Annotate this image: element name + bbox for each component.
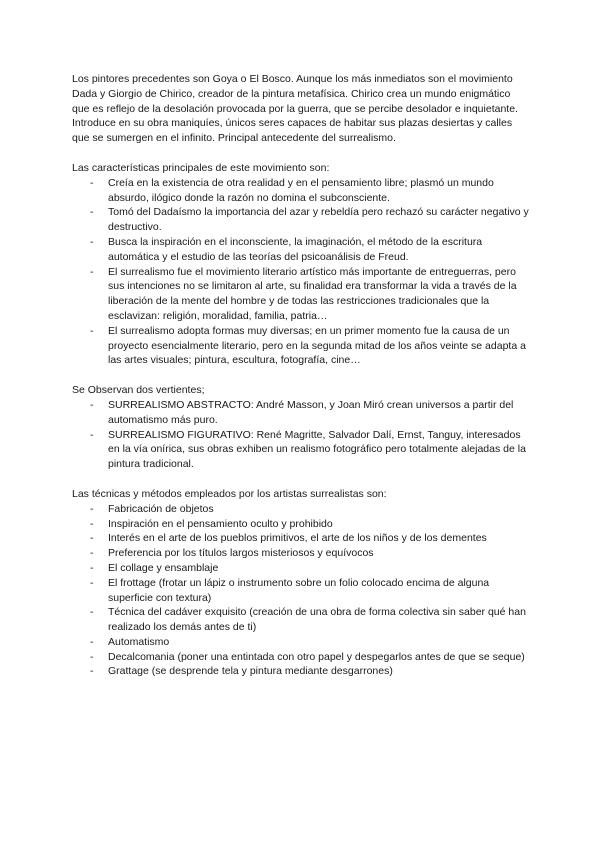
list-item: - El collage y ensamblaje [108, 561, 530, 576]
list-item: - Automatismo [108, 635, 530, 650]
list-item: - Creía en la existencia de otra realidad y en el pensamiento libre; plasmó un mundo absurdo, ilógico donde la razón no domina el subconsciente. [108, 176, 530, 206]
list-item: - El frottage (frotar un lápiz o instrumento sobre un folio colocado encima de alguna superficie con textura) [108, 576, 530, 606]
list-item: - Inspiración en el pensamiento oculto y prohibido [108, 517, 530, 532]
caracteristicas-heading: Las características principales de este movimiento son: [72, 161, 330, 174]
list-item: - Grattage (se desprende tela y pintura mediante desgarrones) [108, 664, 530, 679]
vertientes-heading: Se Observan dos vertientes; [72, 384, 205, 397]
list-item: - Tomó del Dadaísmo la importancia del azar y rebeldía pero rechazó su carácter negativo y destructivo. [108, 205, 530, 235]
list-item: - SURREALISMO ABSTRACTO: André Masson, y Joan Miró crean universos a partir del automatismo más puro. [108, 398, 530, 428]
caracteristicas-list [72, 176, 530, 368]
list-item: - Interés en el arte de los pueblos primitivos, el arte de los niños y de los dementes [108, 531, 530, 546]
list-item: - Fabricación de objetos [108, 502, 530, 517]
list-item: - Técnica del cadáver exquisito (creación de una obra de forma colectiva sin saber qué han realizado los demás antes de ti) [108, 605, 530, 635]
vertientes-list [72, 398, 530, 472]
tecnicas-heading: Las técnicas y métodos empleados por los artistas surrealistas son: [72, 487, 387, 500]
document-page [72, 72, 530, 679]
tecnicas-list [72, 502, 530, 680]
intro-paragraph: Los pintores precedentes son Goya o El Bosco. Aunque los más inmediatos son el movimiento Dada y Giorgio de Chirico, creador de la pintura metafísica. Chirico crea un mundo enigmático que es reflejo de la desolación provocada por la guerra, que se percibe desolador e inquietante. Introduce en su obra maniquíes, únicos seres capaces de habitar sus plazas desiertas y calles que se sumergen en el infinito. Principal antecedente del surrealismo. [72, 73, 518, 145]
list-item: - Decalcomania (poner una entintada con otro papel y despegarlos antes de que se seque) [108, 650, 530, 665]
list-item: - El surrealismo adopta formas muy diversas; en un primer momento fue la causa de un proyecto esencialmente literario, pero en la segunda mitad de los años veinte se adapta a las artes visuales; pintura, escultura, fotografía, cine… [108, 324, 530, 368]
list-item: - El surrealismo fue el movimiento literario artístico más importante de entreguerras, pero sus intenciones no se limitaron al arte, su finalidad era transformar la vida a través de la liberación de la mente del hombre y de todas las restricciones tradicionales que la esclavizan: religión, moralidad, familia, patria… [108, 265, 530, 324]
list-item: - Busca la inspiración en el inconsciente, la imaginación, el método de la escritura automática y el estudio de las teorías del psicoanálisis de Freud. [108, 235, 530, 265]
list-item: - Preferencia por los títulos largos misteriosos y equívocos [108, 546, 530, 561]
list-item: - SURREALISMO FIGURATIVO: René Magritte, Salvador Dalí, Ernst, Tanguy, interesados en la vía onírica, sus obras exhiben un realismo fotográfico pero totalmente alejadas de la pintura tradicional. [108, 428, 530, 472]
